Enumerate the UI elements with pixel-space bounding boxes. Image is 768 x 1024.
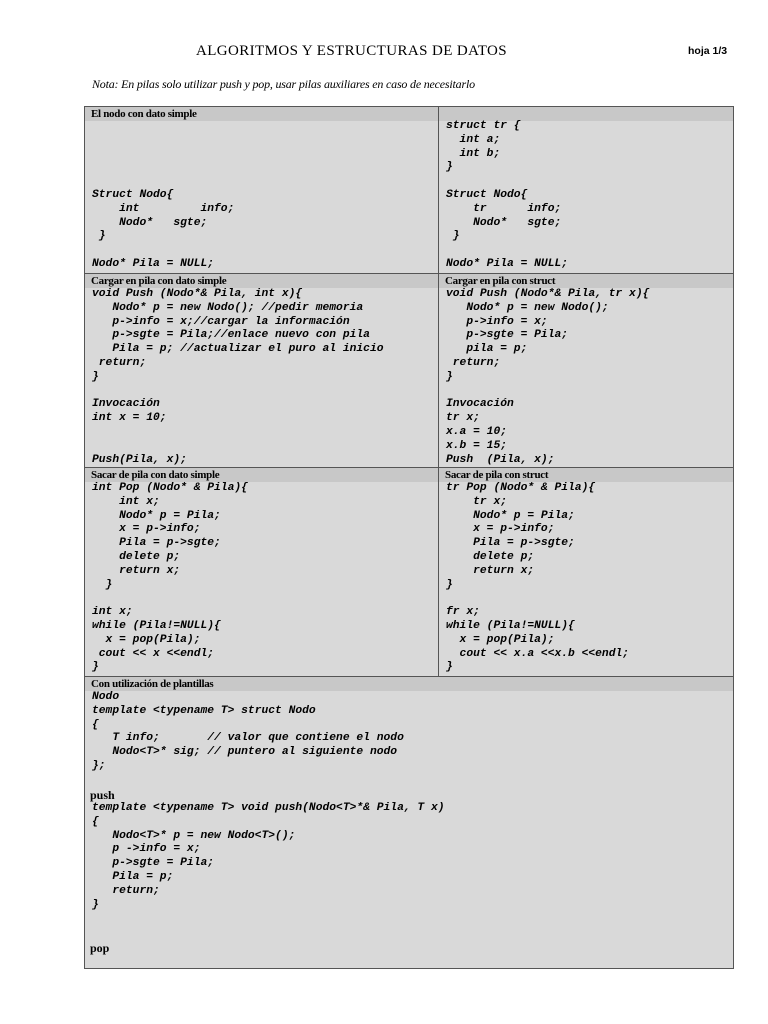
section-heading: El nodo con dato simple <box>85 107 438 121</box>
code-template-push: template <typename T> void push(Nodo<T>*& Pila, T x) { Nodo<T>* p = new Nodo<T>(); p ->info = x; p->sgte = Pila; Pila = p; return; } <box>92 802 445 911</box>
section-heading: Cargar en pila con dato simple <box>85 274 438 288</box>
code-node-struct: struct tr { int a; int b; } Struct Nodo{ tr info; Nodo* sgte; } Nodo* Pila = NULL; <box>446 120 569 270</box>
column-divider <box>438 106 439 677</box>
page-number: hoja 1/3 <box>688 45 728 57</box>
pop-label: pop <box>90 941 110 955</box>
code-push-simple: void Push (Nodo*& Pila, int x){ Nodo* p = new Nodo(); //pedir memoria p->info = x;//cargar la información p->sgte = Pila;//enlace nuevo con pila Pila = p; //actualizar el puro al inicio return; } Invocación int x = 10; Push(Pila, x); <box>92 288 384 466</box>
code-pop-struct: tr Pop (Nodo* & Pila){ tr x; Nodo* p = Pila; x = p->info; Pila = p->sgte; delete p; return x; } fr x; while (Pila!=NULL){ x = pop(Pila); cout << x.a <<x.b <<endl; } <box>446 482 630 674</box>
section-heading: Sacar de pila con dato simple <box>85 468 438 482</box>
section-heading <box>439 107 733 121</box>
section-heading: Sacar de pila con struct <box>439 468 733 482</box>
section-heading: Cargar en pila con struct <box>439 274 733 288</box>
section-heading: Con utilización de plantillas <box>85 677 733 691</box>
code-node-simple: Struct Nodo{ int info; Nodo* sgte; } Nodo* Pila = NULL; <box>92 189 235 270</box>
code-push-struct: void Push (Nodo*& Pila, tr x){ Nodo* p = new Nodo(); p->info = x; p->sgte = Pila; pila = p; return; } Invocación tr x; x.a = 10; x.b = 15; Push (Pila, x); <box>446 288 650 466</box>
code-template-node: Nodo template <typename T> struct Nodo { T info; // valor que contiene el nodo Nodo<T>* sig; // puntero al siguiente nodo }; <box>92 691 404 772</box>
code-pop-simple: int Pop (Nodo* & Pila){ int x; Nodo* p = Pila; x = p->info; Pila = p->sgte; delete p; return x; } int x; while (Pila!=NULL){ x = pop(Pila); cout << x <<endl; } <box>92 482 248 674</box>
document-title: ALGORITMOS Y ESTRUCTURAS DE DATOS <box>196 43 508 59</box>
note-text: Nota: En pilas solo utilizar push y pop, usar pilas auxiliares en caso de necesitarlo <box>92 77 475 91</box>
push-label: push <box>90 788 115 802</box>
